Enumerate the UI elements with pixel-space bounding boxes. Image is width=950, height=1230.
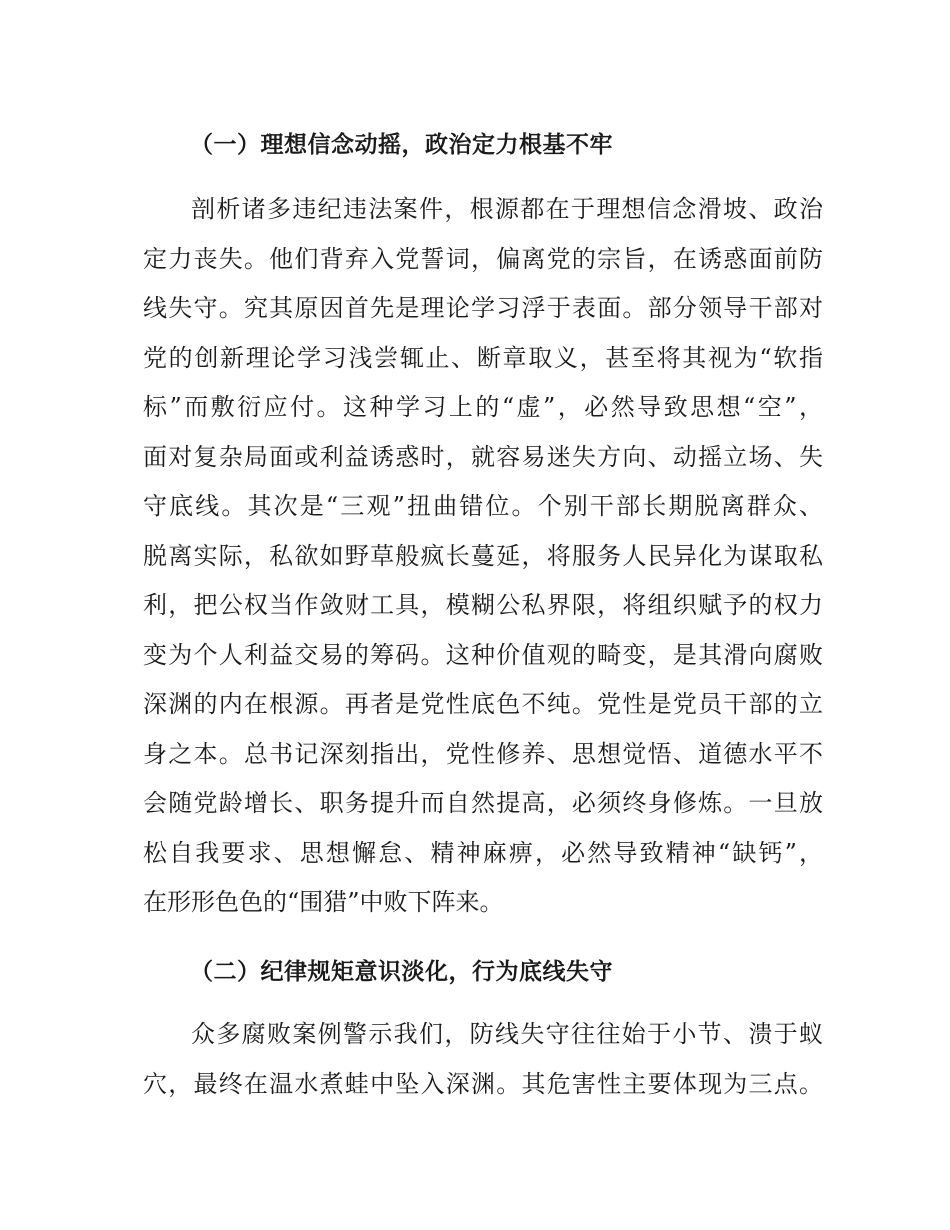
paragraph-line: 面对复杂局面或利益诱惑时，就容易迷失方向、动摇立场、失: [143, 442, 823, 471]
paragraph-line: 线失守。究其原因首先是理论学习浮于表面。部分领导干部对: [143, 294, 823, 322]
paragraph-line: 剖析诸多违纪违法案件，根源都在于理想信念滑坡、政治: [191, 195, 823, 223]
paragraph-line: 身之本。总书记深刻指出，党性修养、思想觉悟、道德水平不: [143, 739, 823, 768]
section-2-paragraph: [143, 1010, 823, 1109]
section-1-paragraph: [143, 185, 823, 928]
paragraph-line: 定力丧失。他们背弃入党誓词，偏离党的宗旨，在诱惑面前防: [143, 244, 823, 273]
paragraph-line: 穴，最终在温水煮蛙中坠入深渊。其危害性主要体现为三点。: [143, 1069, 823, 1098]
section-2-heading: （二）纪律规矩意识淡化，行为底线失守: [190, 959, 613, 985]
paragraph-line: 党的创新理论学习浅尝辄止、断章取义，甚至将其视为“软指: [143, 343, 823, 372]
paragraph-line: 脱离实际，私欲如野草般疯长蔓延，将服务人民异化为谋取私: [143, 541, 823, 570]
paragraph-line: 深渊的内在根源。再者是党性底色不纯。党性是党员干部的立: [143, 690, 823, 718]
paragraph-line: 守底线。其次是“三观”扭曲错位。个别干部长期脱离群众、: [143, 492, 823, 520]
paragraph-line: 利，把公权当作敛财工具，模糊公私界限，将组织赋予的权力: [143, 591, 823, 619]
paragraph-line: 众多腐败案例警示我们，防线失守往往始于小节、溃于蚁: [191, 1020, 823, 1048]
section-1-heading: （一）理想信念动摇，政治定力根基不牢: [190, 132, 613, 158]
paragraph-line: 变为个人利益交易的筹码。这种价值观的畸变，是其滑向腐败: [143, 640, 823, 669]
paragraph-line: 在形形色色的“围猎”中败下阵来。: [143, 888, 504, 916]
paragraph-line: 松自我要求、思想懈怠、精神麻痹，必然导致精神“缺钙”，: [143, 838, 823, 867]
paragraph-line: 标”而敷衍应付。这种学习上的“虚”，必然导致思想“空”，: [143, 393, 823, 421]
paragraph-line: 会随党龄增长、职务提升而自然提高，必须终身修炼。一旦放: [143, 789, 823, 817]
